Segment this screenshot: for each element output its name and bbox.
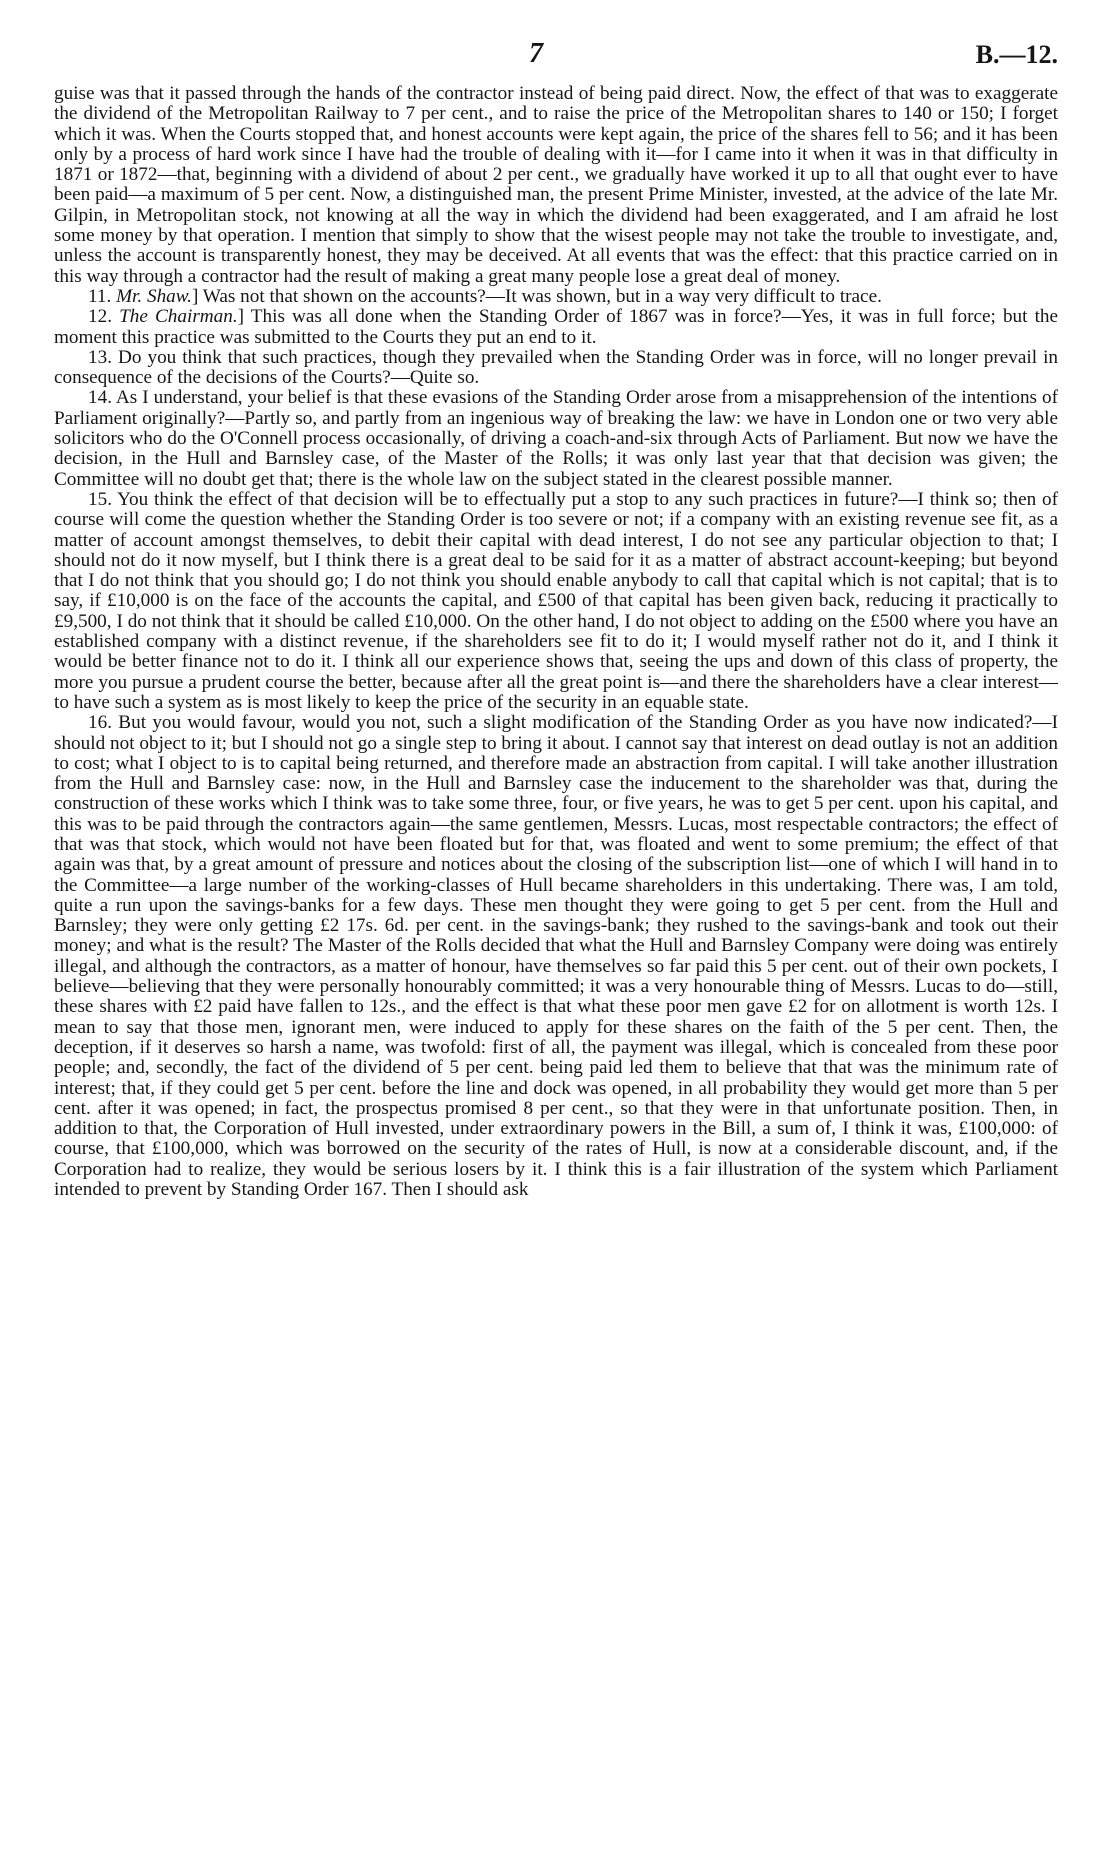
speaker-name: Mr. Shaw.: [116, 285, 192, 307]
question-number: 12.: [88, 306, 112, 328]
question-11: [54, 287, 1058, 307]
paragraph-text: As I understand, your belief is that these evasions of the Standing Order arose from a misapprehension of the intentions of Parliament originally?—Partly so, and partly from an ingenious way of breaking the law: we have in London one or two very able solicitors who do the O'Connell process occasionally, of driving a coach-and-six through Acts of Parliament. But now we have the decision, in the Hull and Barnsley case, of the Master of the Rolls; it was only last year that that decision was given; the Committee will no doubt get that; there is the whole law on the subject stated in the clearest possible manner.: [54, 387, 1058, 490]
question-14: [54, 388, 1058, 489]
question-number: 15.: [88, 488, 112, 510]
paragraph-text: ] Was not that shown on the accounts?—It was shown, but in a way very difficult to trace.: [191, 285, 882, 307]
question-13: [54, 348, 1058, 389]
question-15: [54, 490, 1058, 713]
page-header: [54, 38, 1058, 84]
paragraph-text: Do you think that such practices, though they prevailed when the Standing Order was in force, will no longer prevail in consequence of the decisions of the Courts?—Quite so.: [54, 346, 1059, 389]
paragraph-text: You think the effect of that decision will be to effectually put a stop to any such practices in future?—I think so; then of course will come the question whether the Standing Order is too severe or not; if a company with an existing revenue see fit, as a matter of account amongst themselves, to debit their capital with dead interest, I do not see any particular objection to that; I should not do it now myself, but I think there is a great deal to be said for it as a matter of abstract account-keeping; but beyond that I do not think that you should go; I do not think you should enable anybody to call that capital which is not capital; that is to say, if £10,000 is on the face of the accounts the capital, and £500 of that capital has been given back, reducing it practically to £9,500, I do not think that it should be called £10,000. On the other hand, I do not object to adding on the £500 where you have an established company with a distinct revenue, if the shareholders see fit to do it; I would myself rather not do it, and I think it would be better finance not to do it. I think all our experience shows that, seeing the ups and down of this class of property, the more you pursue a prudent course the better, because after all the great point is—and there the shareholders have a clear interest—to have such a system as is most likely to keep the price of the security in an equable state.: [54, 488, 1058, 713]
document-reference: B.—12.: [975, 40, 1058, 69]
question-12: [54, 307, 1058, 348]
paragraph-text: But you would favour, would you not, such a slight modification of the Standing Order as you have now indicated?—I should not object to it; but I should not go a single step to bring it about. I cannot say that interest on dead outlay is not an addition to cost; what I object to is to capital being returned, and therefore made an abstraction from capital. I will take another illustration from the Hull and Barnsley case: now, in the Hull and Barnsley case the inducement to the shareholder was that, during the construction of these works which I think was to take some three, four, or five years, he was to get 5 per cent. upon his capital, and this was to be paid through the contractors again—the same gentlemen, Messrs. Lucas, most respectable contractors; the effect of that was that stock, which would not have been floated but for that, was floated and went to some premium; the effect of that again was that, by a great amount of pressure and notices about the closing of the subscription list—one of which I will hand in to the Committee—a large number of the working-classes of Hull became shareholders in this undertaking. There was, I am told, quite a run upon the savings-banks for a few days. These men thought they were going to get 5 per cent. from the Hull and Barnsley; they were only getting £2 17s. 6d. per cent. in the savings-bank; they rushed to the savings-bank and took out their money; and what is the result? The Master of the Rolls decided that what the Hull and Barnsley Company were doing was entirely illegal, and although the contractors, as a matter of honour, have themselves so far paid this 5 per cent. out of their own pockets, I believe—believing that they were personally honourably committed; it was a very honourable thing of Messrs. Lucas to do—still, these shares with £2 paid have fallen to 12s., and the effect is that what these poor men gave £2 for on allotment is worth 12s. I mean to say that those men, ignorant men, were induced to apply for these shares on the faith of the 5 per cent. Then, the deception, if it deserves so harsh a name, was twofold: first of all, the payment was illegal, which is concealed from these poor people; and, secondly, the fact of the dividend of 5 per cent. being paid led them to believe that that was the minimum rate of interest; that, if they could get 5 per cent. before the line and dock was opened, in all probability they would get more than 5 per cent. after it was opened; in fact, the prospectus promised 8 per cent., so that they were in that unfortunate position. Then, in addition to that, the Corporation of Hull invested, under extraordinary powers in the Bill, a sum of, I think it was, £100,000: of course, that £100,000, which was borrowed on the security of the rates of Hull, is now at a considerable discount, and, if the Corporation had to realize, they would be serious losers by it. I think this is a fair illustration of the system which Parliament intended to prevent by Standing Order 167. Then I should ask: [54, 712, 1058, 1201]
paragraph-text: guise was that it passed through the hands of the contractor instead of being paid direct. Now, the effect of that was to exaggerate the dividend of the Metropolitan Railway to 7 per cent., and to raise the price of the Metropolitan shares to 140 or 150; I forget which it was. When the Courts stopped that, and honest accounts were kept again, the price of the shares fell to 56; and it has been only by a process of hard work since I have had the trouble of dealing with it—for I came into it when it was in that difficulty in 1871 or 1872—that, beginning with a dividend of about 2 per cent., we gradually have worked it up to all that ought ever to have been paid—a maximum of 5 per cent. Now, a distinguished man, the present Prime Minister, invested, at the advice of the late Mr. Gilpin, in Metropolitan stock, not knowing at all the way in which the dividend had been exaggerated, and I am afraid he lost some money by that operation. I mention that simply to show that the wisest people may not take the trouble to investigate, and, unless the account is transparently honest, they may be deceived. At all events that was the effect: that this practice carried on in this way through a contractor had the result of making a great many people lose a great deal of money.: [54, 83, 1058, 287]
question-number: 11.: [88, 285, 112, 307]
question-16: [54, 713, 1058, 1200]
question-number: 16.: [88, 712, 112, 734]
paragraph-continuation: [54, 84, 1058, 287]
paragraph-text: ] This was all done when the Standing Order of 1867 was in force?—Yes, it was in full force; but the moment this practice was submitted to the Courts they put an end to it.: [54, 306, 1059, 348]
document-page: [54, 38, 1058, 1200]
speaker-name: The Chairman.: [119, 306, 238, 328]
question-number: 13.: [88, 346, 112, 368]
page-number: 7: [529, 38, 543, 69]
question-number: 14.: [88, 387, 112, 409]
document-body: [54, 84, 1058, 1200]
